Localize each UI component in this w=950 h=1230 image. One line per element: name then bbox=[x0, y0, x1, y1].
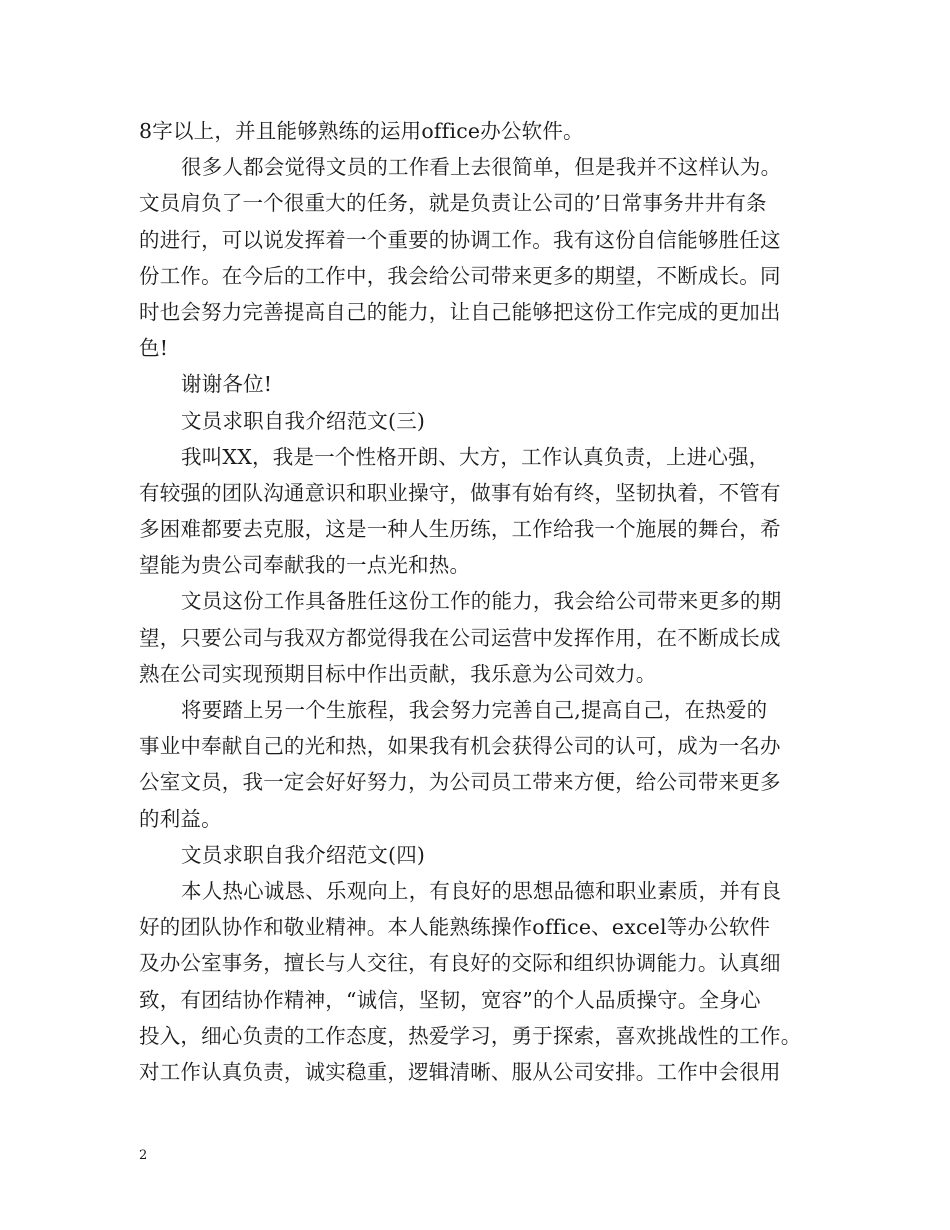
text-line: 文员肩负了一个很重大的任务，就是负责让公司的’日常事务井井有条 bbox=[139, 191, 767, 216]
text-line: 的进行，可以说发挥着一个重要的协调工作。我有这份自信能够胜任这 bbox=[139, 227, 781, 252]
text-line: 有较强的团队沟通意识和职业操守，做事有始有终，坚韧执着，不管有 bbox=[139, 480, 781, 505]
text-line: 多困难都要去克服，这是一种人生历练，工作给我一个施展的舞台，希 bbox=[139, 517, 781, 542]
text-line: 望能为贵公司奉献我的一点光和热。 bbox=[139, 553, 471, 578]
text-line: 色! bbox=[139, 336, 169, 361]
text-line: 本人热心诚恳、乐观向上，有良好的思想品德和职业素质，并有良 bbox=[181, 878, 782, 903]
page-number: 2 bbox=[139, 1148, 148, 1163]
text-line: 很多人都会觉得文员的工作看上去很简单，但是我并不这样认为。 bbox=[181, 155, 782, 180]
text-line: 的利益。 bbox=[139, 806, 222, 831]
text-line: 事业中奉献自己的光和热，如果我有机会获得公司的认可，成为一名办 bbox=[139, 734, 781, 759]
text-line: 谢谢各位! bbox=[181, 372, 273, 397]
text-line: 望，只要公司与我双方都觉得我在公司运营中发挥作用，在不断成长成 bbox=[139, 625, 781, 650]
text-line: 文员求职自我介绍范文(三) bbox=[181, 408, 426, 433]
text-line: 我叫XX，我是一个性格开朗、大方，工作认真负责，上进心强， bbox=[181, 444, 770, 469]
text-line: 公室文员，我一定会好好努力，为公司员工带来方便，给公司带来更多 bbox=[139, 770, 781, 795]
text-line: 文员这份工作具备胜任这份工作的能力，我会给公司带来更多的期 bbox=[181, 589, 782, 614]
text-line: 好的团队协作和敬业精神。本人能熟练操作office、excel等办公软件 bbox=[139, 915, 771, 940]
text-line: 文员求职自我介绍范文(四) bbox=[181, 842, 426, 867]
text-line: 及办公室事务，擅长与人交往，有良好的交际和组织协调能力。认真细 bbox=[139, 951, 781, 976]
text-line: 8字以上，并且能够熟练的运用office办公软件。 bbox=[139, 119, 584, 143]
text-line: 份工作。在今后的工作中，我会给公司带来更多的期望，不断成长。同 bbox=[139, 263, 781, 288]
text-line: 对工作认真负责，诚实稳重，逻辑清晰、服从公司安排。工作中会很用 bbox=[139, 1059, 781, 1084]
text-line: 投入，细心负责的工作态度，热爱学习，勇于探索，喜欢挑战性的工作。 bbox=[139, 1023, 802, 1048]
body-text bbox=[139, 113, 829, 1090]
text-line: 致，有团结协作精神，“诚信，坚韧，宽容”的个人品质操守。全身心 bbox=[139, 987, 761, 1012]
text-line: 时也会努力完善提高自己的能力，让自己能够把这份工作完成的更加出 bbox=[139, 299, 781, 324]
text-line: 将要踏上另一个生旅程，我会努力完善自己,提高自己，在热爱的 bbox=[181, 698, 768, 722]
text-line: 熟在公司实现预期目标中作出贡献，我乐意为公司效力。 bbox=[139, 661, 657, 686]
